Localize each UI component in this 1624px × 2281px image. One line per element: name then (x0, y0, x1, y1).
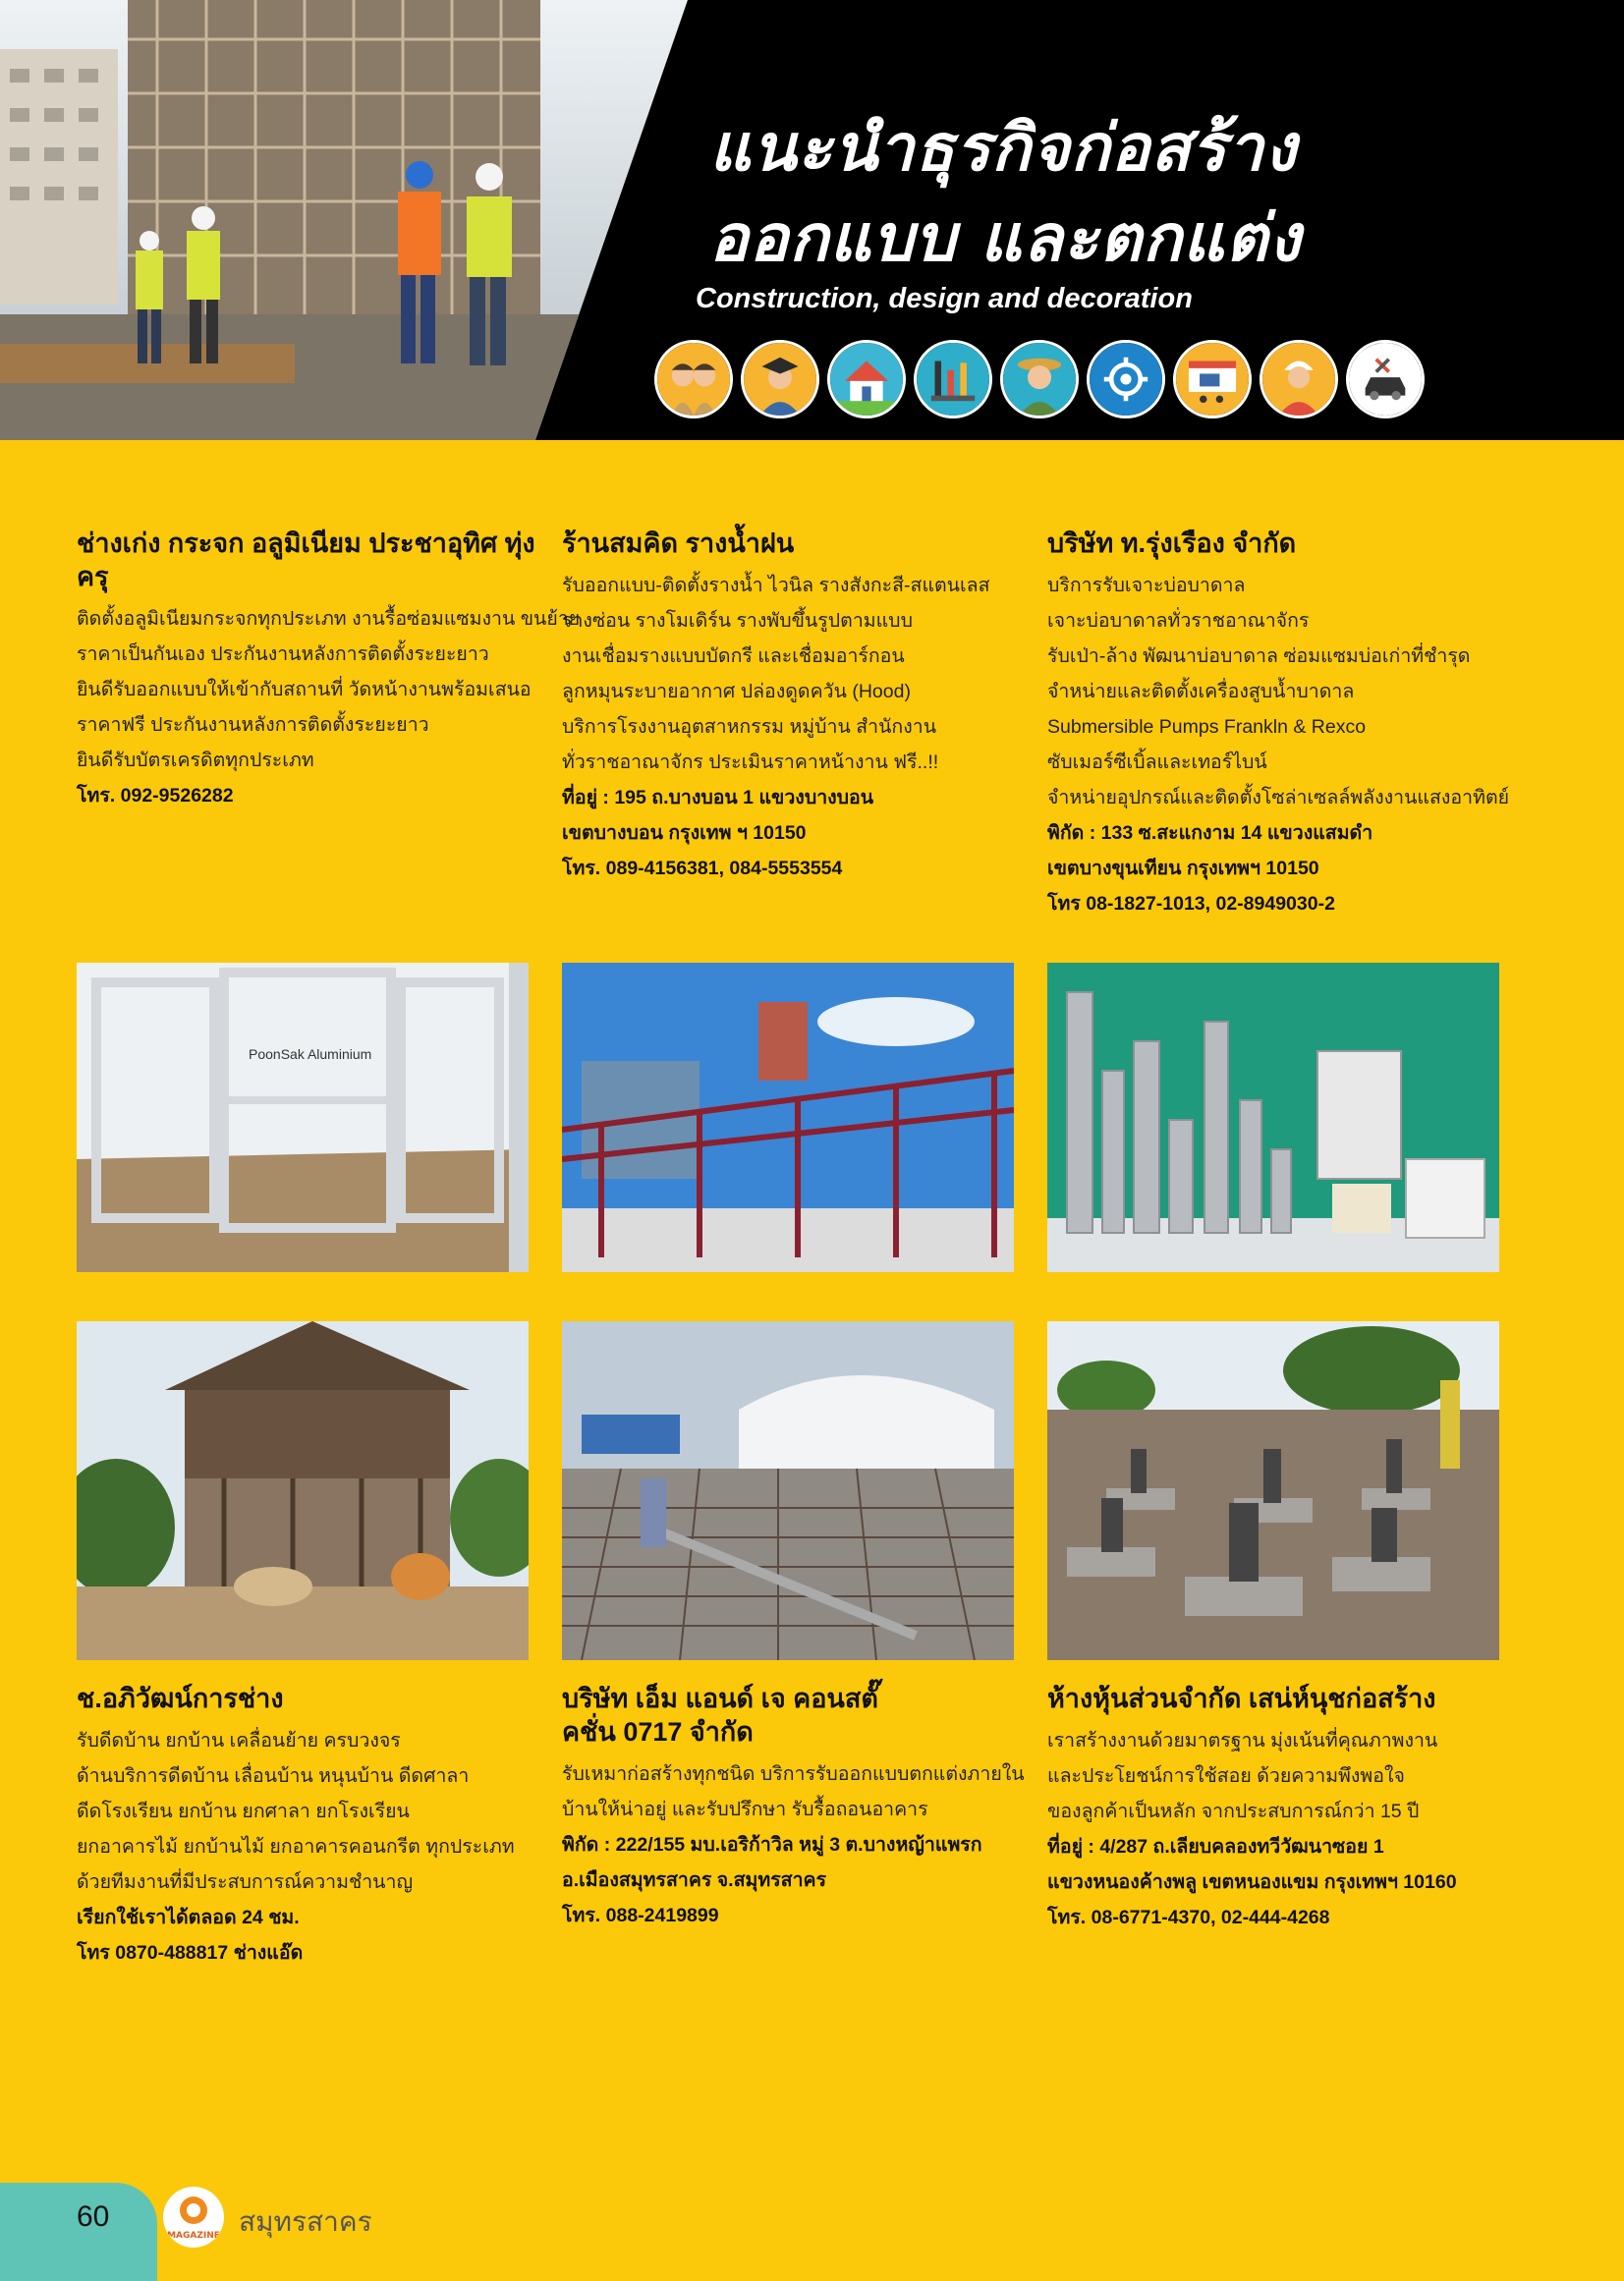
aluminium-door-photo (77, 963, 529, 1272)
listing-line: ซับเมอร์ซีเบิ้ลและเทอร์ไบน์ (1047, 751, 1267, 773)
listing-phone: โทร. 089-4156381, 084-5553554 (562, 858, 843, 879)
listing-line: จำหน่ายอุปกรณ์และติดตั้งโซล่าเซลล์พลังงานแสงอาทิตย์ (1047, 787, 1510, 808)
listing-title: บริษัท เอ็ม แอนด์ เจ คอนสตั๊คชั่น 0717 จำกัด (562, 1684, 878, 1747)
listing-address: พิกัด : 133 ซ.สะแกงาม 14 แขวงแสมดำ (1047, 822, 1373, 844)
construction-site-photo (0, 0, 688, 440)
concrete-pouring-photo (562, 1321, 1014, 1660)
tools-icon (914, 340, 992, 418)
listing-line: เจาะบ่อบาดาลทั่วราชอาณาจักร (1047, 610, 1310, 632)
farmer-icon (1000, 340, 1079, 418)
foundation-pillars-photo (1047, 1321, 1499, 1660)
gear-icon (1087, 340, 1165, 418)
listing-line: รับเหมาก่อสร้างทุกชนิด บริการรับออกแบบตกแต่งภายใน (562, 1763, 1025, 1785)
listing-line: รับเป่า-ล้าง พัฒนาบ่อบาดาล ซ่อมแซมบ่อเก่าที่ชำรุด (1047, 645, 1471, 667)
listing-line: ราคาเป็นกันเอง ประกันงานหลังการติดตั้งระยะยาว (77, 643, 489, 665)
listing-address: เขตบางขุนเทียน กรุงเทพฯ 10150 (1047, 858, 1319, 879)
listing-hours: เรียกใช้เราได้ตลอด 24 ชม. (77, 1907, 300, 1928)
listing-phone: โทร 08-1827-1013, 02-8949030-2 (1047, 893, 1335, 915)
listing-line: งานเชื่อมรางแบบบัดกรี และเชื่อมอาร์กอน (562, 645, 905, 667)
listing-mj-construction (562, 1682, 1024, 1933)
steel-roof-structure-photo (562, 963, 1014, 1272)
listing-phone: โทร. 092-9526282 (77, 785, 234, 807)
listing-phone: โทร 0870-488817 ช่างแอ๊ด (77, 1942, 304, 1964)
listing-title: ช่างเก่ง กระจก อลูมิเนียม ประชาอุทิศ ทุ่งครุ (77, 529, 535, 591)
listing-phone: โทร. 088-2419899 (562, 1905, 719, 1926)
category-icon-row (654, 340, 1425, 418)
province-name: สมุทรสาคร (239, 2206, 372, 2237)
listing-line: รางซ่อน รางโมเดิร์น รางพับขึ้นรูปตามแบบ (562, 610, 913, 632)
graduates-icon (741, 340, 819, 418)
logo-text: MAGAZINE (167, 2231, 220, 2241)
car-repair-icon (1346, 340, 1425, 418)
listing-line: ยินดีรับออกแบบให้เข้ากับสถานที่ วัดหน้างานพร้อมเสนอ (77, 679, 532, 700)
listing-tor-rungruang (1047, 527, 1597, 921)
house-lifting-photo (77, 1321, 529, 1660)
listing-line: ติดตั้งอลูมิเนียมกระจกทุกประเภท งานรื้อซ่อมแซมงาน ขนย้าย (77, 608, 581, 630)
banner-title-line2: ออกแบบ และตกแต่ง (709, 200, 1302, 276)
listing-line: และประโยชน์การใช้สอย ด้วยความพึงพอใจ (1047, 1765, 1405, 1787)
listing-line: ของลูกค้าเป็นหลัก จากประสบการณ์กว่า 15 ปี (1047, 1801, 1420, 1822)
listing-line: บ้านให้น่าอยู่ และรับปรึกษา รับรื้อถอนอาคาร (562, 1799, 928, 1820)
listing-line: ด้านบริการดีดบ้าน เลื่อนบ้าน หนุนบ้าน ดีดศาลา (77, 1765, 470, 1787)
listing-line: ด้วยทีมงานที่มีประสบการณ์ความชำนาญ (77, 1871, 414, 1893)
listing-line: Submersible Pumps Frankln & Rexco (1047, 716, 1367, 738)
listing-line: บริการรับเจาะบ่อบาดาล (1047, 575, 1246, 596)
listing-address: พิกัด : 222/155 มบ.เอริก้าวิล หมู่ 3 ต.บางหญ้าแพรก (562, 1834, 982, 1856)
listing-address: เขตบางบอน กรุงเทพ ฯ 10150 (562, 822, 807, 844)
listing-line: ลูกหมุนระบายอากาศ ปล่องดูดควัน (Hood) (562, 681, 911, 702)
listing-glass-aluminium (77, 527, 581, 813)
banner-subtitle: Construction, design and decoration (696, 283, 1193, 314)
listing-line: ยินดีรับบัตรเครดิตทุกประเภท (77, 750, 314, 771)
header-banner (0, 0, 1624, 440)
listing-line: รับออกแบบ-ติดตั้งรางน้ำ ไวนิล รางสังกะสี-สแตนเลส (562, 575, 990, 596)
house-icon (827, 340, 906, 418)
magazine-logo (163, 2187, 224, 2248)
aluminium-watermark: PoonSak Aluminium (249, 1046, 372, 1062)
submersible-pumps-photo (1047, 963, 1499, 1272)
listing-line: ดีดโรงเรียน ยกบ้าน ยกศาลา ยกโรงเรียน (77, 1801, 410, 1822)
listing-line: บริการโรงงานอุตสาหกรรม หมู่บ้าน สำนักงาน (562, 716, 937, 738)
listing-title: ช.อภิวัฒน์การช่าง (77, 1684, 284, 1713)
listing-title: ร้านสมคิด รางน้ำฝน (562, 529, 795, 558)
government-officers-icon (654, 340, 733, 418)
banner-title-line1: แนะนำธุรกิจก่อสร้าง (709, 110, 1298, 186)
listing-title: ห้างหุ้นส่วนจำกัด เสน่ห์นุชก่อสร้าง (1047, 1684, 1436, 1713)
listing-phone: โทร. 08-6771-4370, 02-444-4268 (1047, 1907, 1330, 1928)
listing-somkid-gutter (562, 527, 1024, 886)
listing-line: ยกอาคารไม้ ยกบ้านไม้ ยกอาคารคอนกรีต ทุกประเภท (77, 1836, 515, 1858)
listing-line: รับดีดบ้าน ยกบ้าน เคลื่อนย้าย ครบวงจร (77, 1730, 401, 1752)
listing-address: แขวงหนองค้างพลู เขตหนองแขม กรุงเทพฯ 10160 (1047, 1871, 1457, 1893)
listing-sanehnuch-construction (1047, 1682, 1597, 1935)
online-shop-icon (1173, 340, 1252, 418)
page-number: 60 (77, 2200, 110, 2233)
listing-address: ที่อยู่ : 195 ถ.บางบอน 1 แขวงบางบอน (562, 787, 874, 808)
listing-address: ที่อยู่ : 4/287 ถ.เลียบคลองทวีวัฒนาซอย 1 (1047, 1836, 1384, 1858)
engineer-icon (1260, 340, 1338, 418)
listing-line: เราสร้างงานด้วยมาตรฐาน มุ่งเน้นที่คุณภาพงาน (1047, 1730, 1438, 1752)
listing-line: ทั่วราชอาณาจักร ประเมินราคาหน้างาน ฟรี..!! (562, 751, 939, 773)
banner-title (709, 103, 1301, 284)
listing-apiwat-house-lifting (77, 1682, 538, 1971)
listing-title: บริษัท ท.รุ่งเรือง จำกัด (1047, 529, 1297, 558)
listing-line: จำหน่ายและติดตั้งเครื่องสูบน้ำบาดาล (1047, 681, 1355, 702)
listing-address: อ.เมืองสมุทรสาคร จ.สมุทรสาคร (562, 1869, 827, 1891)
listing-line: ราคาฟรี ประกันงานหลังการติดตั้งระยะยาว (77, 714, 429, 736)
